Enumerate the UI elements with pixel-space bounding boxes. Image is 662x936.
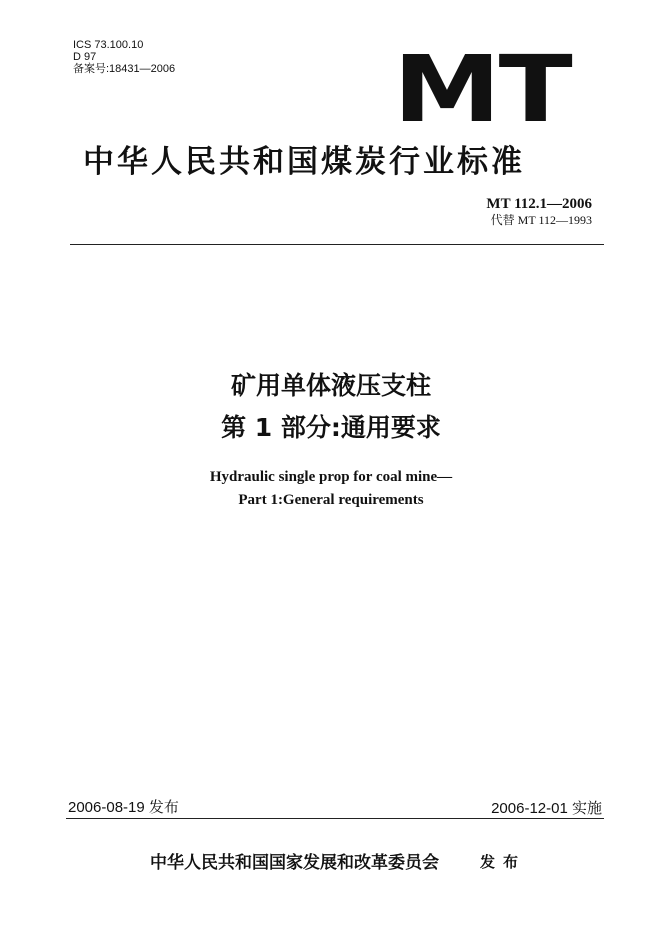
replaces-standard: 代替 MT 112—1993 bbox=[490, 213, 592, 227]
metadata-block bbox=[73, 39, 175, 75]
standard-code-block bbox=[486, 195, 592, 227]
ics-code: ICS 73.100.10 bbox=[73, 39, 144, 51]
record-number: 备案号:18431—2006 bbox=[73, 63, 176, 75]
mt-logo: MT bbox=[392, 36, 570, 143]
issue-date: 2006-08-19 发布 bbox=[68, 799, 179, 816]
header-divider bbox=[70, 244, 604, 245]
footer-divider bbox=[66, 818, 604, 819]
document-title-en-line2: Part 1:General requirements bbox=[238, 492, 424, 508]
classification-code: D 97 bbox=[73, 51, 97, 63]
document-title-en-line1: Hydraulic single prop for coal mine— bbox=[209, 469, 453, 485]
publish-label: 发布 bbox=[480, 853, 527, 871]
implementation-date: 2006-12-01 实施 bbox=[491, 800, 602, 817]
standard-number: MT 112.1—2006 bbox=[486, 196, 592, 212]
standard-name: 中华人民共和国煤炭行业标准 bbox=[83, 144, 525, 180]
issuing-authority: 中华人民共和国国家发展和改革委员会 bbox=[150, 853, 439, 873]
document-title-cn-line2: 第 1 部分:通用要求 bbox=[221, 413, 441, 442]
document-title-cn-line1: 矿用单体液压支柱 bbox=[230, 371, 431, 400]
